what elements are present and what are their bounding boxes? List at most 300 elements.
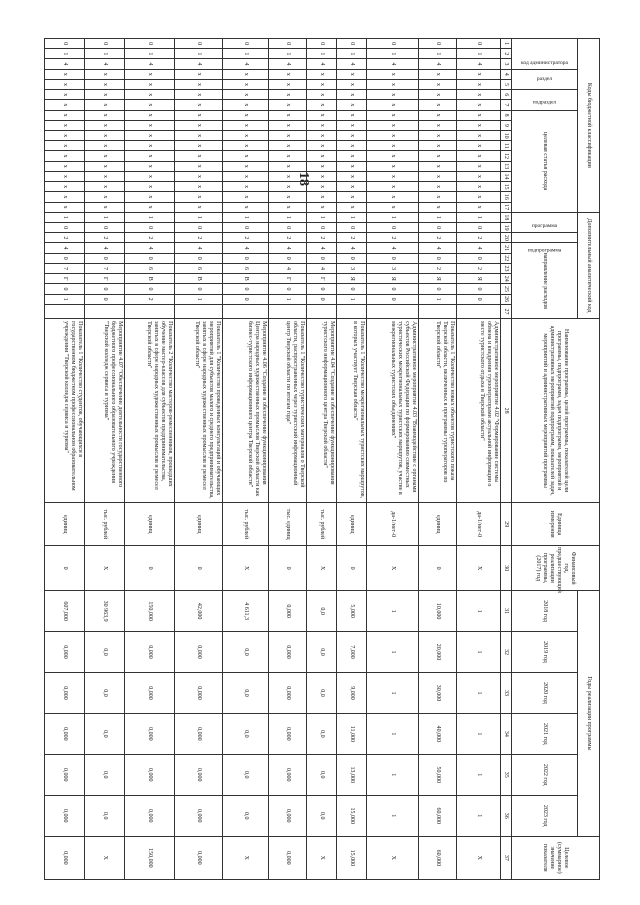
code-cell: х (457, 171, 501, 181)
code-cell: х (307, 120, 337, 130)
code-cell: 1 (269, 294, 307, 304)
column-number-cell: 9 (501, 120, 512, 130)
code-cell: х (367, 182, 419, 192)
code-cell: х (367, 120, 419, 130)
code-cell: х (419, 161, 457, 171)
code-cell: х (175, 79, 223, 89)
code-cell: х (175, 141, 223, 151)
code-cell: х (45, 120, 85, 130)
row-target-value: 60,000 (419, 836, 457, 879)
code-cell: 6 (125, 263, 175, 273)
code-cell: 4 (337, 243, 367, 253)
code-cell: 1 (419, 49, 457, 59)
year-value-cell: 0,0 (85, 632, 125, 673)
code-cell: 1 (175, 49, 223, 59)
code-cell: х (45, 171, 85, 181)
code-cell: х (269, 79, 307, 89)
code-cell: 0 (223, 223, 269, 233)
code-cell: 4 (367, 243, 419, 253)
code-cell: х (337, 90, 367, 100)
year-value-cell: 9,000 (337, 672, 367, 713)
code-cell: 0 (45, 284, 85, 294)
code-cell: 0 (85, 253, 125, 263)
row-unit: тыс. рублей (307, 503, 337, 546)
column-number-cell: 11 (501, 141, 512, 151)
code-cell-blank (457, 304, 501, 318)
target-article-header: целевая статья расхода (512, 110, 578, 212)
code-cell: х (85, 171, 125, 181)
code-cell: х (269, 130, 307, 140)
column-number-cell: 31 (501, 591, 512, 632)
program-name-header: Наименование программы, целей программы, показателей цели программы, подпрограмм, задач подпрограмм, мероприятий и административных мероприятий подпрограмм, показателей задач, мероприятий и административных мероприятий программы (512, 319, 600, 503)
razdel-header: раздел (512, 69, 578, 89)
code-cell: 0 (269, 223, 307, 233)
row-target-value: 0,000 (175, 836, 223, 879)
code-cell: 1 (45, 294, 85, 304)
code-cell: х (125, 161, 175, 171)
code-cell: х (457, 151, 501, 161)
code-cell: 7 (45, 263, 85, 273)
code-cell: х (85, 110, 125, 120)
year-value-cell: 0,000 (269, 632, 307, 673)
code-cell: 1 (85, 49, 125, 59)
row-description: Показатель 1 "Количество новых объектов туристского показа Тверской области, включенных в программы туроператоров по Тверской области" (419, 319, 457, 503)
table-row (175, 39, 223, 880)
year-value-cell: 20,000 (419, 632, 457, 673)
code-cell: 4 (175, 243, 223, 253)
column-number-cell: 36 (501, 795, 512, 836)
year-value-cell: 0,0 (223, 713, 269, 754)
code-cell: х (125, 130, 175, 140)
code-cell: 2 (419, 233, 457, 243)
code-cell: 4 (175, 59, 223, 69)
code-cell: 2 (85, 233, 125, 243)
code-cell: 0 (419, 253, 457, 263)
table-row (85, 39, 125, 880)
year-2023-header: 2023 год (512, 795, 578, 836)
column-number-cell: 17 (501, 202, 512, 212)
year-value-cell: 1 (367, 591, 419, 632)
code-cell: 4 (419, 59, 457, 69)
table-row (45, 39, 85, 880)
years-header: Годы реализации программы (578, 591, 600, 837)
code-cell: 1 (307, 212, 337, 222)
code-cell: 2 (223, 233, 269, 243)
code-cell: 4 (307, 263, 337, 273)
code-cell: х (419, 120, 457, 130)
year-value-cell: 0,0 (307, 591, 337, 632)
code-cell: х (367, 202, 419, 212)
year-value-cell: 0,0 (85, 795, 125, 836)
code-cell: х (367, 130, 419, 140)
code-cell: 0 (223, 253, 269, 263)
row-base-value: Х (85, 546, 125, 591)
code-cell: 0 (367, 223, 419, 233)
code-cell: 1 (337, 294, 367, 304)
code-cell: В (125, 274, 175, 284)
code-cell: х (269, 69, 307, 79)
code-cell: х (223, 90, 269, 100)
code-cell: Я (419, 274, 457, 284)
code-cell: 4 (45, 59, 85, 69)
code-cell: х (367, 151, 419, 161)
code-cell: х (337, 110, 367, 120)
code-cell: 4 (85, 59, 125, 69)
year-value-cell: 0,000 (175, 672, 223, 713)
row-target-value: 15,000 (337, 836, 367, 879)
code-cell: В (175, 274, 223, 284)
column-number-cell: 35 (501, 754, 512, 795)
code-cell: х (307, 79, 337, 89)
row-unit: тыс. единиц (269, 503, 307, 546)
page-number: 18 (296, 172, 311, 186)
column-number-cell: 28 (501, 319, 512, 503)
code-cell: 1 (223, 49, 269, 59)
code-cell: 0 (337, 39, 367, 49)
code-cell: 1 (457, 212, 501, 222)
code-cell: х (223, 100, 269, 110)
code-cell: х (307, 182, 337, 192)
code-cell: х (125, 151, 175, 161)
column-number-cell: 34 (501, 713, 512, 754)
table-row (223, 39, 269, 880)
row-description: Показатель 1 "Количество проведенных консультаций и обучающих мероприятий для субъектов малого и среднего предпринимательства, занятых в сфере народных художественных промыслов и ремесел Тверской области" (175, 319, 223, 503)
code-cell-blank (307, 304, 337, 318)
row-unit: единиц (337, 503, 367, 546)
code-cell: 2 (269, 233, 307, 243)
code-cell: х (85, 151, 125, 161)
code-cell: х (457, 90, 501, 100)
code-cell: х (337, 79, 367, 89)
code-cell: х (175, 182, 223, 192)
code-cell: х (307, 141, 337, 151)
code-cell: х (269, 171, 307, 181)
code-cell: х (175, 120, 223, 130)
row-target-value: Х (85, 836, 125, 879)
code-cell: 2 (175, 233, 223, 243)
code-cell: х (457, 120, 501, 130)
year-value-cell: 1 (457, 591, 501, 632)
code-cell: х (457, 161, 501, 171)
code-cell: х (125, 202, 175, 212)
code-cell: х (269, 90, 307, 100)
row-base-value: Х (367, 546, 419, 591)
code-cell: х (175, 171, 223, 181)
row-base-value: 0 (337, 546, 367, 591)
year-value-cell: 15,000 (337, 795, 367, 836)
year-value-cell: 607,000 (45, 591, 85, 632)
year-value-cell: 0,0 (307, 754, 337, 795)
code-cell: 2 (125, 233, 175, 243)
code-cell-blank (337, 304, 367, 318)
year-value-cell: 1 (367, 754, 419, 795)
column-number-cell: 3 (501, 59, 512, 69)
year-value-cell: 0,000 (175, 754, 223, 795)
code-cell: 4 (223, 243, 269, 253)
code-cell: х (125, 69, 175, 79)
column-number-cell: 25 (501, 284, 512, 294)
additional-code-header: Дополнительный аналитический код (578, 212, 600, 318)
year-2018-header: 2018 год (512, 591, 578, 632)
code-cell: 4 (125, 243, 175, 253)
podrazdel-header: подраздел (512, 90, 578, 110)
code-cell: х (85, 120, 125, 130)
code-cell: 2 (419, 263, 457, 273)
column-number-cell: 7 (501, 100, 512, 110)
year-value-cell: 1 (457, 754, 501, 795)
code-cell: 1 (367, 212, 419, 222)
code-cell: 1 (125, 49, 175, 59)
code-cell: Г (85, 274, 125, 284)
code-cell: 0 (337, 284, 367, 294)
code-cell: х (419, 110, 457, 120)
code-cell: х (125, 182, 175, 192)
year-value-cell: 1 (367, 795, 419, 836)
code-cell: х (367, 90, 419, 100)
code-cell: 2 (125, 294, 175, 304)
code-cell: х (175, 110, 223, 120)
code-cell: 0 (457, 39, 501, 49)
code-cell: х (337, 141, 367, 151)
row-target-value: Х (223, 836, 269, 879)
code-cell: х (307, 151, 337, 161)
code-cell: х (337, 151, 367, 161)
code-cell: х (457, 202, 501, 212)
code-cell: х (307, 161, 337, 171)
code-cell: 1 (223, 212, 269, 222)
code-cell: 1 (269, 49, 307, 59)
code-cell: х (367, 161, 419, 171)
code-cell: х (45, 151, 85, 161)
podprogramma-header: подпрограмма (512, 233, 578, 243)
code-cell: х (85, 182, 125, 192)
code-cell: х (85, 161, 125, 171)
code-cell: х (125, 141, 175, 151)
code-cell: 0 (45, 39, 85, 49)
year-value-cell: 0,000 (45, 754, 85, 795)
code-cell: х (457, 69, 501, 79)
code-cell: х (337, 182, 367, 192)
row-unit: тыс. рублей (223, 503, 269, 546)
code-cell: 2 (457, 233, 501, 243)
code-cell: 0 (457, 284, 501, 294)
code-cell-blank (45, 304, 85, 318)
code-cell: х (175, 151, 223, 161)
code-cell: х (457, 130, 501, 140)
code-cell: 1 (367, 49, 419, 59)
row-base-value: Х (307, 546, 337, 591)
year-value-cell: 0,0 (223, 672, 269, 713)
code-cell: х (269, 161, 307, 171)
row-target-value: Х (307, 836, 337, 879)
code-cell: 0 (367, 284, 419, 294)
code-cell: 0 (419, 223, 457, 233)
program-table (44, 38, 600, 880)
year-value-cell: 0,000 (175, 713, 223, 754)
column-number-cell: 14 (501, 171, 512, 181)
code-cell: 2 (307, 233, 337, 243)
code-cell: х (337, 192, 367, 202)
column-number-cell: 19 (501, 223, 512, 233)
code-cell: х (45, 141, 85, 151)
column-number-cell: 15 (501, 182, 512, 192)
year-value-cell: 0,000 (175, 632, 223, 673)
year-value-cell: 50,000 (419, 754, 457, 795)
column-number-cell: 29 (501, 503, 512, 546)
code-cell: 3 (367, 263, 419, 273)
code-cell: х (367, 141, 419, 151)
row-description: Показатель 2 "Количество мастеров-ремесленников, прошедших обучение мастер-классов для субъектов предпринимательства, занятых в сфере народных художественных промыслов и ремесел Тверской области" (125, 319, 175, 503)
year-value-cell: 5,000 (337, 591, 367, 632)
year-value-cell: 0,0 (85, 713, 125, 754)
code-cell: х (45, 69, 85, 79)
code-cell: х (269, 151, 307, 161)
row-description: Показатель 1 "Количество туристических материалов о Тверской области, распространенных через туристский информационный центр Тверской области по итогам года" (269, 319, 307, 503)
year-value-cell: 1 (457, 632, 501, 673)
code-cell: х (85, 192, 125, 202)
row-base-value: Х (457, 546, 501, 591)
row-base-value: 0 (175, 546, 223, 591)
code-cell-blank (85, 304, 125, 318)
code-cell: х (223, 161, 269, 171)
table-row (337, 39, 367, 880)
year-value-cell: 0,0 (85, 672, 125, 713)
code-cell: 0 (125, 253, 175, 263)
column-number-cell: 30 (501, 546, 512, 591)
code-cell: 1 (45, 212, 85, 222)
row-target-value: Х (457, 836, 501, 879)
code-cell: х (45, 110, 85, 120)
code-cell: х (367, 69, 419, 79)
code-cell: 0 (45, 253, 85, 263)
column-number-cell: 16 (501, 192, 512, 202)
row-unit: единиц (45, 503, 85, 546)
code-cell: 0 (269, 253, 307, 263)
year-value-cell: 0,0 (223, 754, 269, 795)
code-cell: 1 (307, 49, 337, 59)
year-value-cell: 0,000 (269, 713, 307, 754)
column-number-cell: 24 (501, 274, 512, 284)
code-cell: х (307, 171, 337, 181)
year-value-cell: 0,000 (175, 795, 223, 836)
code-cell: х (419, 141, 457, 151)
code-cell: 1 (337, 212, 367, 222)
year-2021-header: 2021 год (512, 713, 578, 754)
code-cell: Я (337, 274, 367, 284)
code-cell: 4 (85, 243, 125, 253)
code-cell: 0 (125, 223, 175, 233)
code-cell: 0 (85, 223, 125, 233)
code-cell: х (223, 69, 269, 79)
code-cell: х (175, 192, 223, 202)
code-cell: х (419, 182, 457, 192)
code-cell: 0 (457, 223, 501, 233)
code-cell: 4 (269, 59, 307, 69)
year-value-cell: 10,000 (419, 591, 457, 632)
column-number-cell: 8 (501, 110, 512, 120)
year-value-cell: 1 (457, 795, 501, 836)
code-cell: 0 (307, 253, 337, 263)
column-number-cell: 27 (501, 304, 512, 318)
column-number-cell: 23 (501, 263, 512, 273)
year-value-cell: 1 (367, 632, 419, 673)
code-cell: 4 (125, 59, 175, 69)
row-base-value: 0 (125, 546, 175, 591)
code-cell: 0 (307, 223, 337, 233)
code-cell: х (175, 130, 223, 140)
code-cell-blank (269, 304, 307, 318)
code-cell: х (457, 141, 501, 151)
code-cell: В (223, 274, 269, 284)
year-value-cell: 0,000 (269, 591, 307, 632)
code-cell: х (337, 100, 367, 110)
code-cell: 6 (223, 263, 269, 273)
code-cell: х (125, 110, 175, 120)
code-cell: х (125, 192, 175, 202)
code-cell: 0 (337, 253, 367, 263)
code-cell: х (45, 182, 85, 192)
code-cell: х (125, 171, 175, 181)
code-cell: х (337, 130, 367, 140)
column-number-cell: 22 (501, 253, 512, 263)
column-number-cell: 12 (501, 151, 512, 161)
code-cell: х (337, 202, 367, 212)
code-cell: 0 (367, 294, 419, 304)
code-cell: х (419, 69, 457, 79)
code-cell: х (125, 79, 175, 89)
code-cell: х (419, 79, 457, 89)
code-cell: 4 (457, 59, 501, 69)
code-cell: х (457, 100, 501, 110)
code-cell: 0 (223, 294, 269, 304)
code-cell: 1 (337, 49, 367, 59)
code-cell: х (307, 202, 337, 212)
code-cell: х (457, 79, 501, 89)
code-cell: х (367, 100, 419, 110)
code-cell: 4 (307, 59, 337, 69)
code-cell: х (223, 182, 269, 192)
year-value-cell: 150,000 (125, 591, 175, 632)
code-cell: Г (307, 274, 337, 284)
code-cell: 0 (223, 39, 269, 49)
code-cell: 0 (269, 284, 307, 294)
code-cell: 4 (337, 59, 367, 69)
code-cell: 0 (175, 223, 223, 233)
table-row (307, 39, 337, 880)
column-number-cell: 6 (501, 90, 512, 100)
code-cell: 1 (175, 212, 223, 222)
row-unit: единиц (419, 503, 457, 546)
code-cell: х (125, 100, 175, 110)
year-value-cell: 0,0 (307, 632, 337, 673)
year-value-cell: 1 (367, 672, 419, 713)
year-2019-header: 2019 год (512, 632, 578, 673)
column-number-cell: 18 (501, 212, 512, 222)
column-number-cell: 20 (501, 233, 512, 243)
code-cell: х (419, 192, 457, 202)
year-value-cell: 1 (457, 713, 501, 754)
code-cell: 2 (337, 233, 367, 243)
code-cell: 0 (85, 294, 125, 304)
code-cell: х (269, 100, 307, 110)
year-value-cell: 0,0 (223, 632, 269, 673)
row-target-value: 150,000 (125, 836, 175, 879)
code-cell: 4 (457, 243, 501, 253)
code-cell-blank (419, 304, 457, 318)
code-cell: 2 (45, 233, 85, 243)
table-row (125, 39, 175, 880)
year-value-cell: 0,000 (269, 754, 307, 795)
